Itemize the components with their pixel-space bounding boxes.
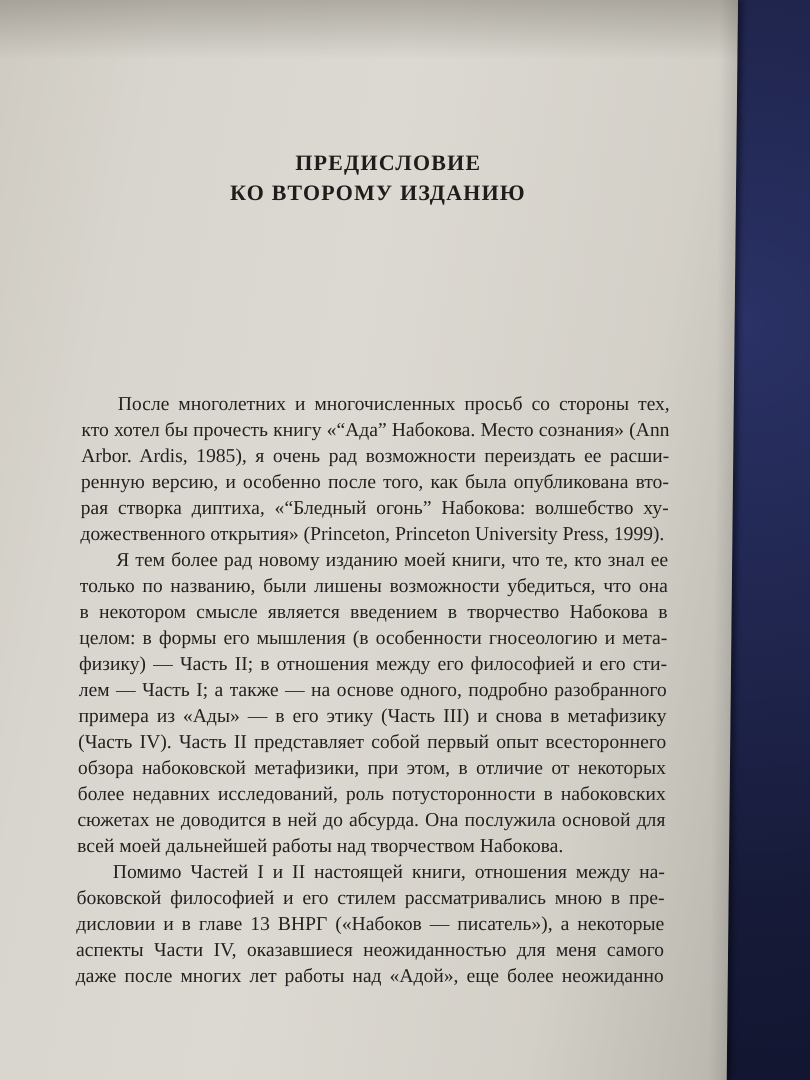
text-line: Arbor. Ardis, 1985), я очень рад возможности переиздать ее расши- xyxy=(81,446,670,467)
text-line: физику) — Часть II; в отношения между его философией и его сти- xyxy=(78,654,668,675)
text-line: боковской философией и его стилем рассматривались мною в пре- xyxy=(76,888,665,909)
text-line: всей моей дальнейшей работы над творчеством Набокова. xyxy=(77,836,564,857)
text-line: дисловии и в главе 13 ВНРГ («Набоков — писатель»), а некоторые xyxy=(76,914,665,935)
text-line: кто хотел бы прочесть книгу «“Ада” Набокова. Место сознания» (Ann xyxy=(81,420,670,441)
text-line: целом: в формы его мышления (в особенности гносеологию и мета- xyxy=(79,628,668,649)
chapter-title-line-2: КО ВТОРОМУ ИЗДАНИЮ xyxy=(229,180,526,205)
text-line: ренную версию, и особенно после того, как была опубликована вто- xyxy=(80,472,670,493)
text-line: После многолетних и многочисленных просьб со стороны тех, xyxy=(117,394,670,415)
text-line: только по названию, были лишены возможности убедиться, что она xyxy=(79,576,668,597)
page-shadow xyxy=(0,0,738,60)
text-line: обзора набоковской метафизики, при этом, в отличие от некоторых xyxy=(77,758,667,779)
text-line: Помимо Частей I и II настоящей книги, отношения между на- xyxy=(112,862,665,883)
text-line: в некотором смысле является введением в творчество Набокова в xyxy=(79,602,668,623)
text-line: примера из «Ады» — в его этику (Часть III) и снова в метафизику xyxy=(78,706,667,727)
text-line: (Часть IV). Часть II представляет собой первый опыт всестороннего xyxy=(78,732,667,753)
text-line: дожественного открытия» (Princeton, Princeton University Press, 1999). xyxy=(80,524,665,545)
text-line: лем — Часть I; а также — на основе одного, подробно разобранного xyxy=(78,680,667,701)
text-line: рая створка диптиха, «“Бледный огонь” Набокова: волшебство ху- xyxy=(80,498,669,519)
text-line: более недавних исследований, роль потусторонности в набоковских xyxy=(77,784,666,805)
text-line: даже после многих лет работы над «Адой», еще более неожиданно xyxy=(75,966,664,987)
text-line: аспекты Части IV, оказавшиеся неожиданностью для меня самого xyxy=(75,940,665,961)
text-line: Я тем более рад новому изданию моей книги, что те, кто знал ее xyxy=(116,550,669,571)
text-line: сюжетах не доводится в ней до абсурда. Она послужила основой для xyxy=(77,810,666,831)
chapter-title-line-1: ПРЕДИСЛОВИЕ xyxy=(295,150,482,175)
